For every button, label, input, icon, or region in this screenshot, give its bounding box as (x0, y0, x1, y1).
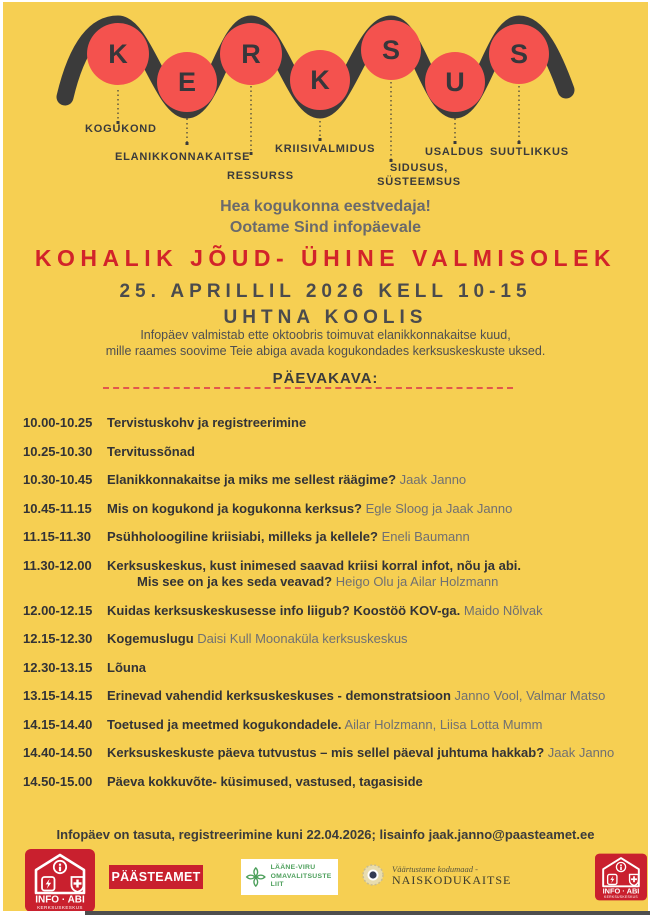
schedule-time: 14.50-15.00 (23, 773, 93, 789)
schedule-row (23, 529, 640, 546)
info-abi-subtitle: KERKSUSKESKUS (604, 895, 638, 900)
agenda-heading: PÄEVAKAVA: (272, 370, 379, 387)
schedule-item-text: Kogemuslugu Daisi Kull Moonaküla kerksuskeskus (107, 631, 408, 646)
bottom-edge-bar (85, 911, 650, 915)
schedule-item-text: Päeva kokkuvõte- küsimused, vastused, tagasiside (107, 773, 423, 789)
schedule-time: 12.15-12.30 (23, 631, 93, 646)
schedule-row (23, 603, 640, 620)
circle-letter-4: K (310, 65, 330, 95)
info-abi-title: INFO · ABI (35, 894, 85, 906)
event-date: 25. APRILLIL 2026 KELL 10-15 (119, 281, 532, 302)
schedule-row (23, 444, 640, 461)
schedule-item-text: Mis on kogukond ja kogukonna kerksus? Egle Sloog ja Jaak Janno (107, 500, 513, 516)
wave-label-usaldus: USALDUS (425, 146, 484, 158)
schedule-speaker: Heigo Olu ja Ailar Holzmann (335, 574, 499, 589)
intro-text (3, 196, 648, 238)
schedule-time: 10.00-10.25 (23, 415, 93, 430)
schedule-time: 12.00-12.15 (23, 602, 93, 618)
schedule-speaker: Daisi Kull Moonaküla kerksuskeskus (197, 631, 408, 646)
schedule-item-text: Tervistuskohv ja registreerimine (107, 415, 307, 430)
circle-letter-6: U (445, 67, 465, 97)
schedule-list (23, 415, 640, 802)
info-abi-title: INFO · ABI (602, 886, 640, 896)
schedule-speaker: Jaak Janno (399, 472, 467, 487)
info-abi-logo-left (25, 849, 95, 911)
paasteamet-label: PÄÄSTEAMET (111, 870, 201, 884)
description-line-2: mille raames soovime Teie abiga avada kogukondades kerksuskeskuste uksed. (105, 343, 546, 358)
schedule-item-text: Kerksuskeskus, kust inimesed saavad kriisi korral infot, nõu ja abi. Mis see on ja kes seda veavad? Heigo Olu ja Ailar Holzmann (107, 557, 522, 589)
schedule-row (23, 501, 640, 518)
wave-label-ressurss: RESSURSS (227, 170, 294, 182)
schedule-time: 14.15-14.40 (23, 716, 93, 732)
event-datetime (3, 281, 648, 329)
laane-viru-logo (241, 859, 338, 895)
schedule-time: 10.45-11.15 (23, 500, 92, 516)
schedule-item-text: Kerksuskeskuste päeva tutvustus – mis sellel päeval juhtuma hakkab? Jaak Janno (107, 745, 615, 760)
event-description (3, 328, 648, 359)
footer-note: Infopäev on tasuta, registreerimine kuni 22.04.2026; lisainfo jaak.janno@paasteamet.ee (56, 827, 595, 842)
schedule-item-text: Psühholoogiline kriisiabi, milleks ja kellele? Eneli Baumann (107, 529, 470, 544)
event-location: UHTNA KOOLIS (223, 307, 428, 328)
schedule-item-text: Lõuna (107, 659, 146, 675)
wave-label-susteemsus: SÜSTEEMSUS (377, 176, 461, 188)
schedule-item-text: Toetused ja meetmed kogukondadele. Ailar Holzmann, Liisa Lotta Mumm (107, 716, 543, 732)
kerksus-labels (85, 123, 569, 188)
schedule-time: 10.25-10.30 (23, 443, 93, 459)
wave-label-suutlikkus: SUUTLIKKUS (490, 146, 569, 158)
naiskodukaitse-slogan: Väärtustame kodumaad - (392, 863, 478, 874)
info-abi-subtitle: KERKSUSKESKUS (37, 905, 83, 910)
schedule-row (23, 472, 640, 489)
schedule-time: 14.40-14.50 (23, 745, 93, 760)
description-line-1: Infopäev valmistab ette oktoobris toimuvat elanikkonnakaitse kuud, (140, 328, 511, 342)
intro-line-1: Hea kogukonna eestvedaja! (220, 198, 431, 215)
page-title: KOHALIK JÕUD- ÜHINE VALMISOLEK (34, 245, 617, 271)
schedule-item-text: Tervitussõnad (107, 443, 195, 459)
schedule-item-text: Kuidas kerksuskeskusesse info liigub? Koostöö KOV-ga. Maido Nõlvak (107, 602, 543, 618)
laane-viru-line-1: LÄÄNE-VIRU (270, 864, 316, 872)
schedule-row (23, 774, 640, 791)
schedule-row (23, 660, 640, 677)
wave-label-sidusus: SIDUSUS, (389, 162, 449, 174)
schedule-time: 11.30-12.00 (23, 557, 92, 573)
schedule-speaker: Ailar Holzmann, Liisa Lotta Mumm (344, 716, 543, 732)
circle-letter-5: S (381, 35, 401, 65)
naiskodukaitse-logo (361, 860, 511, 890)
schedule-row (23, 688, 640, 705)
schedule-speaker: Maido Nõlvak (463, 602, 543, 618)
schedule-time: 13.15-14.15 (23, 688, 93, 703)
laane-viru-line-2: OMAVALITSUSTE LIIT (270, 872, 332, 889)
wave-label-elanikkonnakaitse: ELANIKKONNAKAITSE (115, 151, 251, 163)
intro-line-2: Ootame Sind infopäevale (229, 219, 422, 236)
schedule-row (23, 745, 640, 762)
naiskodukaitse-name: NAISKODUKAITSE (392, 872, 512, 887)
schedule-speaker: Janno Vool, Valmar Matso (454, 688, 606, 703)
schedule-item-text: Erinevad vahendid kerksuskeskuses - demonstratsioon Janno Vool, Valmar Matso (107, 688, 606, 703)
schedule-row (23, 558, 640, 591)
circle-letter-1: K (108, 39, 128, 69)
paasteamet-logo (109, 865, 203, 889)
schedule-row (23, 631, 640, 648)
wave-label-kriisivalmidus: KRIISIVALMIDUS (275, 143, 376, 155)
schedule-row (23, 415, 640, 432)
circle-letter-2: E (177, 67, 197, 97)
info-abi-logo-right (595, 846, 647, 908)
schedule-item-text: Elanikkonnakaitse ja miks me sellest räägime? Jaak Janno (107, 472, 467, 487)
naiskodukaitse-text (392, 864, 511, 887)
circle-letter-3: R (241, 39, 261, 69)
naiskodukaitse-emblem-icon (361, 860, 385, 890)
laane-viru-text (271, 864, 334, 890)
poster-background (3, 2, 648, 911)
schedule-time: 10.30-10.45 (23, 472, 93, 487)
schedule-time: 11.15-11.30 (23, 529, 91, 544)
schedule-speaker: Eneli Baumann (381, 529, 470, 544)
schedule-speaker: Jaak Janno (547, 745, 615, 760)
wave-label-kogukond: KOGUKOND (85, 123, 157, 135)
kerksus-wave-graphic (3, 2, 648, 194)
agenda-dashed-divider (103, 387, 513, 389)
schedule-speaker: Egle Sloog ja Jaak Janno (365, 500, 513, 516)
quatrefoil-icon (245, 864, 267, 890)
schedule-row (23, 717, 640, 734)
circle-letter-7: S (509, 39, 529, 69)
schedule-time: 12.30-13.15 (23, 659, 93, 675)
